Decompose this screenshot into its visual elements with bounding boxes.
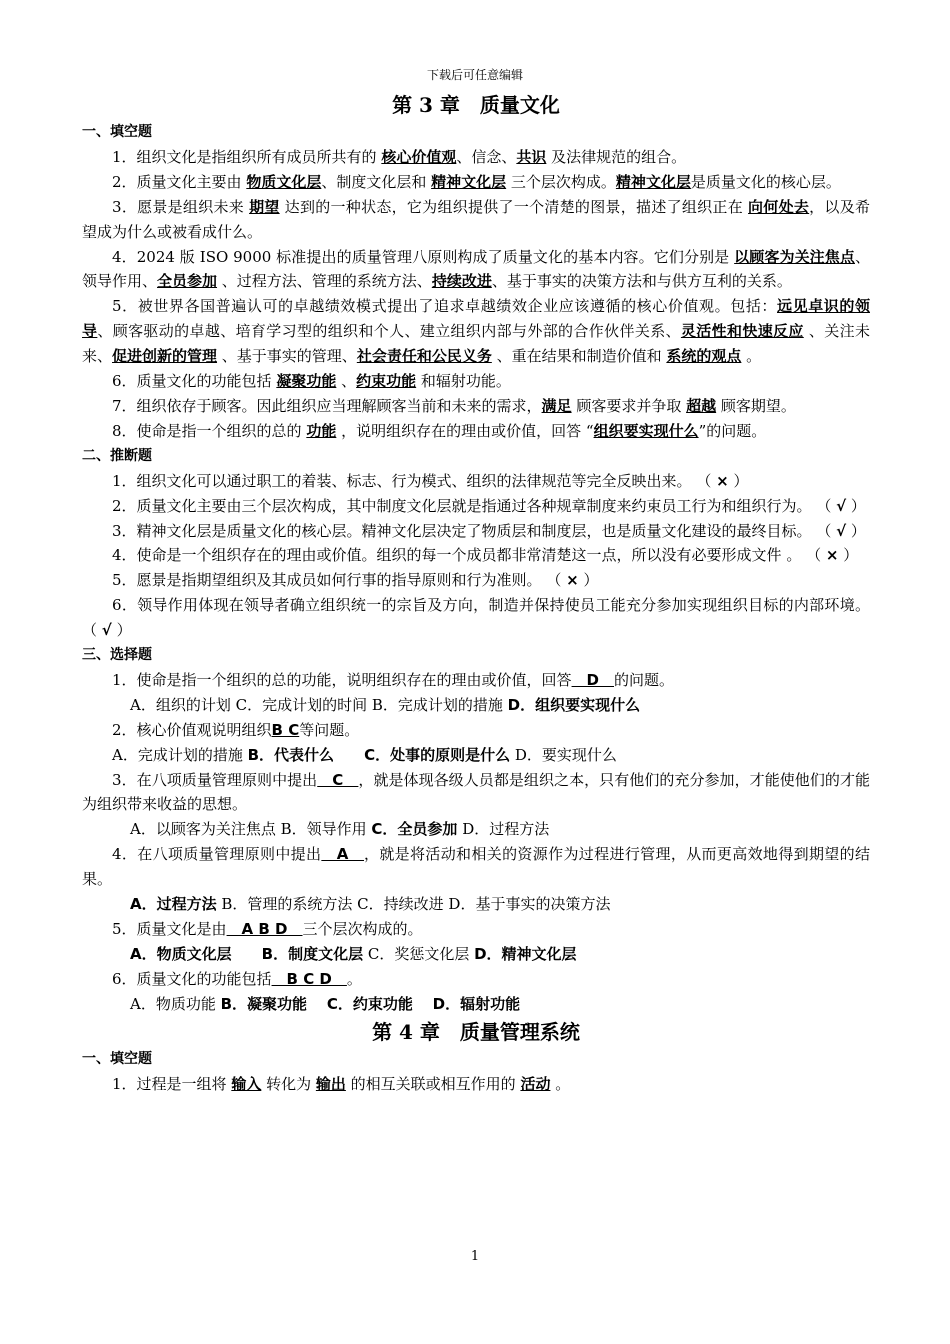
answer: 物质文化层 <box>246 172 322 191</box>
chapter-3-title: 第 3 章 质量文化 <box>392 93 560 117</box>
text: A．物质功能 <box>130 994 221 1013</box>
text: A．组织的计划 C．完成计划的时间 B．完成计划的措施 <box>130 695 508 714</box>
choice-q6-options <box>82 992 870 1017</box>
fill-q2 <box>82 170 870 195</box>
section-choice: 三、选择题 <box>82 647 152 664</box>
text: C．奖惩文化层 <box>363 944 475 963</box>
text: 、基于事实的管理、 <box>217 347 357 366</box>
text: ） <box>838 546 859 565</box>
judge-q6 <box>82 593 870 643</box>
fill-q5 <box>82 294 870 369</box>
section-judgement: 二、推断题 <box>82 447 152 464</box>
text: ，就是将活动和相关的资源作为过程进行管理，从而更高效地得到期望的结果。 <box>82 845 870 889</box>
correct-option: B．代表什么 <box>247 745 335 764</box>
check-mark: √ <box>836 496 847 515</box>
cross-mark: × <box>825 546 839 565</box>
text: A．以顾客为关注焦点 B．领导作用 <box>130 820 372 839</box>
choice-q1-options <box>82 693 870 718</box>
choice-q4 <box>82 842 870 892</box>
text: 7．组织依存于顾客。因此组织应当理解顾客当前和未来的需求， <box>112 396 542 415</box>
page-number: 1 <box>470 1249 480 1264</box>
text: 2．质量文化主要由三个层次构成，其中制度文化层就是指通过各种规章制度来约束员工行为和组织行为。 （ <box>112 496 837 515</box>
correct-option: B．凝聚功能 <box>220 994 308 1013</box>
text: 、领导作用、 <box>82 247 870 291</box>
text: ”的问题。 <box>698 421 767 440</box>
text: ） <box>728 471 749 490</box>
text: 及法律规范的组合。 <box>546 147 687 166</box>
text: 5．质量文化是由 <box>112 920 227 938</box>
fill-q8 <box>82 419 870 444</box>
answer: 核心价值观 <box>381 147 457 166</box>
judge-q1 <box>82 469 870 494</box>
text: 2．质量文化主要由 <box>112 172 247 191</box>
answer: 社会责任和公民义务 <box>356 347 492 366</box>
text: 。 <box>346 969 362 988</box>
text: ，就是体现各级人员都是组织之本，只有他们的充分参加，才能使他们的才能为组织带来收益的思想。 <box>82 770 870 814</box>
answer: B C <box>271 720 300 739</box>
fill-q1 <box>82 145 870 170</box>
text: 5．被世界各国普遍认可的卓越绩效模式提出了追求卓越绩效企业应该遵循的核心价值观。包括： <box>112 297 778 316</box>
text <box>232 945 262 963</box>
correct-option: A．物质文化层 <box>130 944 232 963</box>
text: 、 <box>336 372 357 391</box>
text: D．要实现什么 <box>510 745 617 764</box>
correct-option: C．全员参加 <box>371 820 458 839</box>
text: 5．愿景是指期望组织及其成员如何行事的指导原则和行为准则。 （ <box>112 571 567 590</box>
correct-option: C．处事的原则是什么 <box>364 745 511 764</box>
fill-q4 <box>82 245 870 295</box>
choice-q3-options <box>82 817 870 842</box>
text: 三个层次构成。 <box>506 172 616 191</box>
text: 和辐射功能。 <box>416 372 511 391</box>
ch4-fill-q1 <box>82 1072 870 1097</box>
text: ） <box>111 621 132 640</box>
text: 1．使命是指一个组织的总的功能，说明组织存在的理由或价值，回答 <box>112 670 572 689</box>
judge-q3 <box>82 519 870 544</box>
choice-q5 <box>82 917 870 942</box>
text: 、过程方法、管理的系统方法、 <box>217 272 432 291</box>
text: 6．质量文化的功能包括 <box>112 372 277 391</box>
text: 3．愿景是组织未来 <box>112 197 250 216</box>
answer: A <box>321 845 364 864</box>
choice-q3 <box>82 768 870 818</box>
text: 3．在八项质量管理原则中提出 <box>112 770 318 789</box>
answer: 满足 <box>541 396 572 415</box>
cross-mark: × <box>716 471 729 490</box>
answer: D <box>571 670 614 689</box>
text: 达到的一种状态，它为组织提供了一个清楚的图景，描述了组织正在 <box>279 197 749 216</box>
text: 4．2024 版 ISO 9000 标准提出的质量管理八原则构成了质量文化的基本内容。它们分别是 <box>112 247 735 266</box>
answer: 系统的观点 <box>666 347 742 366</box>
text: ，说明组织存在的理由或价值，回答 “ <box>336 421 594 440</box>
correct-option: D．精神文化层 <box>474 944 577 963</box>
correct-option: D．组织要实现什么 <box>507 695 641 714</box>
text: 6．领导作用体现在领导者确立组织统一的宗旨及方向，制造并保持使员工能充分参加实现组织目标的内部环境。 （ <box>82 596 870 640</box>
answer: B C D <box>271 969 347 988</box>
text: ，以及希望成为什么或被看成什么。 <box>82 197 870 241</box>
text: 是质量文化的核心层。 <box>690 172 841 191</box>
answer: 活动 <box>520 1074 551 1093</box>
answer: 约束功能 <box>356 372 417 391</box>
answer: 促进创新的管理 <box>112 347 218 366</box>
answer: 功能 <box>306 421 337 440</box>
text: 的相互关联或相互作用的 <box>345 1074 521 1093</box>
text: B．管理的系统方法 C．持续改进 D．基于事实的决策方法 <box>216 895 611 914</box>
answer: 持续改进 <box>431 272 492 291</box>
text: A．完成计划的措施 <box>112 745 248 764</box>
text: 顾客期望。 <box>716 396 796 415</box>
text: 4．在八项质量管理原则中提出 <box>112 845 322 864</box>
correct-option: B．制度文化层 <box>261 944 364 963</box>
text: ） <box>846 496 866 515</box>
text: 、重在结果和制造价值和 <box>491 347 667 366</box>
answer: 输入 <box>231 1074 262 1093</box>
text <box>307 995 327 1013</box>
section-fill-blank-ch4: 一、填空题 <box>82 1050 152 1067</box>
choice-q5-options <box>82 942 870 967</box>
text: 、制度文化层和 <box>321 172 432 191</box>
choice-q2 <box>82 718 870 743</box>
answer: 输出 <box>315 1074 346 1093</box>
choice-q4-options <box>82 892 870 917</box>
check-mark: √ <box>836 521 847 540</box>
correct-option: D．辐射功能 <box>432 994 521 1013</box>
page-header: 下载后可任意编辑 <box>426 68 523 82</box>
answer: C <box>317 770 359 789</box>
answer: 向何处去 <box>748 197 810 216</box>
text: 、顾客驱动的卓越、培育学习型的组织和个人、建立组织内部与外部的合作伙伴关系、 <box>97 322 681 341</box>
document-body <box>82 90 870 1096</box>
text: 顾客要求并争取 <box>571 396 687 415</box>
text: 、基于事实的决策方法和与供方互利的关系。 <box>491 272 792 291</box>
text: 1．组织文化是指组织所有成员所共有的 <box>112 147 382 166</box>
text: ） <box>846 521 866 540</box>
choice-q2-options <box>82 743 870 768</box>
answer: 共识 <box>516 147 547 166</box>
text <box>334 746 364 764</box>
text: 8．使命是指一个组织的总的 <box>112 421 307 440</box>
text: 1．组织文化可以通过职工的着装、标志、行为模式、组织的法律规范等完全反映出来。 （ <box>112 471 717 490</box>
answer: 灵活性和快速反应 <box>680 322 804 341</box>
text: 、信念、 <box>456 147 517 166</box>
text: 三个层次构成的。 <box>302 920 423 938</box>
text: 。 <box>741 347 762 366</box>
answer: 超越 <box>686 396 717 415</box>
text: 4．使命是一个组织存在的理由或价值。组织的每一个成员都非常清楚这一点，所以没有必要形成文件 。 （ <box>112 546 826 565</box>
choice-q1 <box>82 668 870 693</box>
choice-q6 <box>82 967 870 992</box>
correct-option: C．约束功能 <box>326 994 413 1013</box>
judge-q2 <box>82 494 870 519</box>
section-fill-blank: 一、填空题 <box>82 124 152 140</box>
fill-q6 <box>82 369 870 394</box>
answer: 以顾客为关注焦点 <box>734 247 855 266</box>
text: 3．精神文化层是质量文化的核心层。精神文化层决定了物质层和制度层，也是质量文化建设的最终目标。 （ <box>112 521 837 540</box>
answer: 精神文化层 <box>431 172 507 191</box>
judge-q5 <box>82 568 870 593</box>
correct-option: A．过程方法 <box>130 895 217 914</box>
fill-q7 <box>82 394 870 419</box>
text: ） <box>578 571 599 590</box>
answer: 凝聚功能 <box>276 372 337 391</box>
text: 1．过程是一组将 <box>112 1074 232 1093</box>
answer: 精神文化层 <box>615 172 691 191</box>
text: 、关注未来、 <box>82 322 870 366</box>
text: 转化为 <box>261 1074 316 1093</box>
text: 6．质量文化的功能包括 <box>112 969 272 988</box>
text: 2．核心价值观说明组织 <box>112 720 272 739</box>
check-mark: √ <box>101 621 112 640</box>
text: 。 <box>550 1074 571 1093</box>
text: D．过程方法 <box>457 820 550 839</box>
answer: 期望 <box>249 197 280 216</box>
answer: 组织要实现什么 <box>593 421 699 440</box>
answer: 全员参加 <box>157 272 218 291</box>
text <box>413 995 433 1013</box>
judge-q4 <box>82 543 870 568</box>
fill-q3 <box>82 195 870 245</box>
answer: 远见卓识的领导 <box>82 297 870 341</box>
answer: A B D <box>226 920 303 938</box>
text: 等问题。 <box>299 720 360 739</box>
text: 的问题。 <box>614 670 675 689</box>
chapter-4-title: 第 4 章 质量管理系统 <box>372 1019 580 1044</box>
cross-mark: × <box>566 571 579 590</box>
